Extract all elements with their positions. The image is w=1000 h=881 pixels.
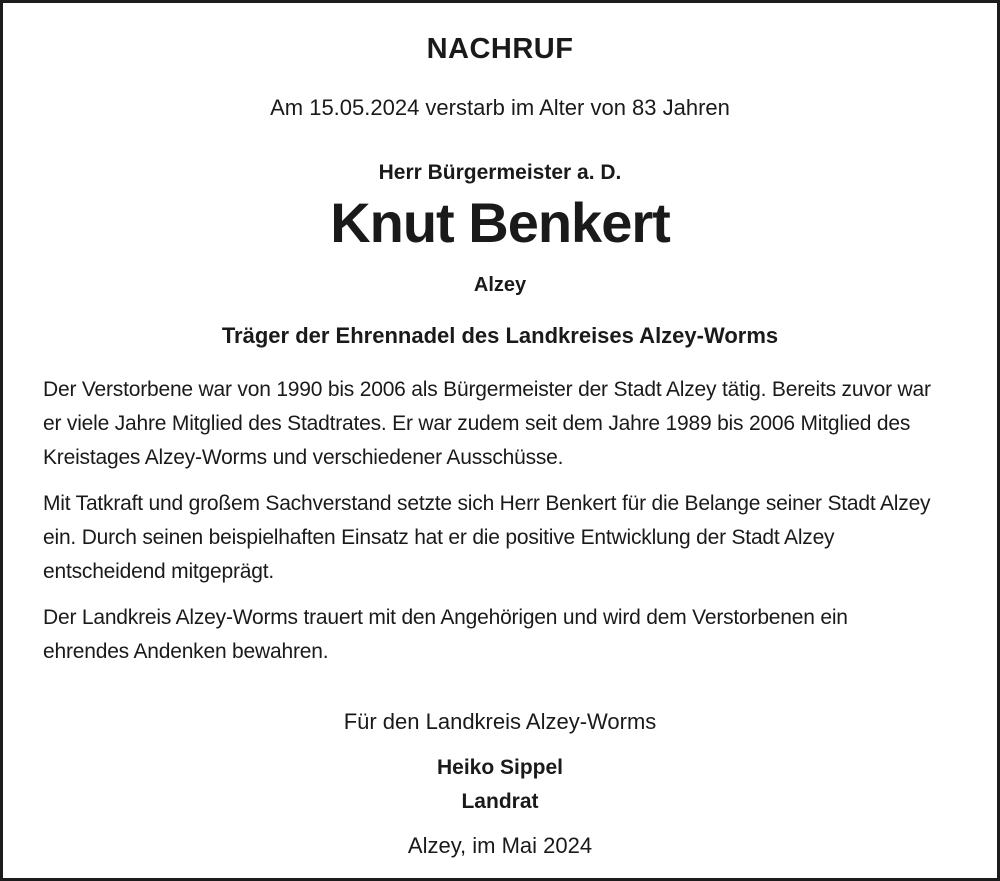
obituary-body (43, 373, 939, 669)
obituary-paragraph-condolence: Der Landkreis Alzey-Worms trauert mit den Angehörigen und wird dem Verstorbenen ein ehrendes Andenken bewahren. (43, 606, 848, 663)
honorific-line: Herr Bürgermeister a. D. (378, 161, 622, 184)
city-line: Alzey (473, 274, 527, 296)
date-line: Alzey, im Mai 2024 (407, 833, 593, 858)
deceased-name: Knut Benkert (330, 191, 670, 254)
signature-name: Heiko Sippel (436, 756, 564, 779)
obituary-title: NACHRUF (426, 33, 574, 65)
obituary-paragraph-career: Der Verstorbene war von 1990 bis 2006 als Bürgermeister der Stadt Alzey tätig. Bereits zuvor war er viele Jahre Mitglied des Stadtrates. Er war zudem seit dem Jahre 1989 bis 2006 Mitglied des Kreistages Alzey-Worms und verschiedener Ausschüsse. (43, 378, 931, 469)
signature-title: Landrat (461, 790, 539, 813)
closing-line: Für den Landkreis Alzey-Worms (343, 709, 657, 734)
obituary-paragraph-tribute: Mit Tatkraft und großem Sachverstand setzte sich Herr Benkert für die Belange seiner Stadt Alzey ein. Durch seinen beispielhaften Einsatz hat er die positive Entwicklung der Stadt Alzey entscheidend mitgeprägt. (43, 492, 931, 583)
death-announcement-line: Am 15.05.2024 verstarb im Alter von 83 Jahren (270, 95, 730, 120)
honor-line: Träger der Ehrennadel des Landkreises Alzey-Worms (221, 323, 779, 348)
